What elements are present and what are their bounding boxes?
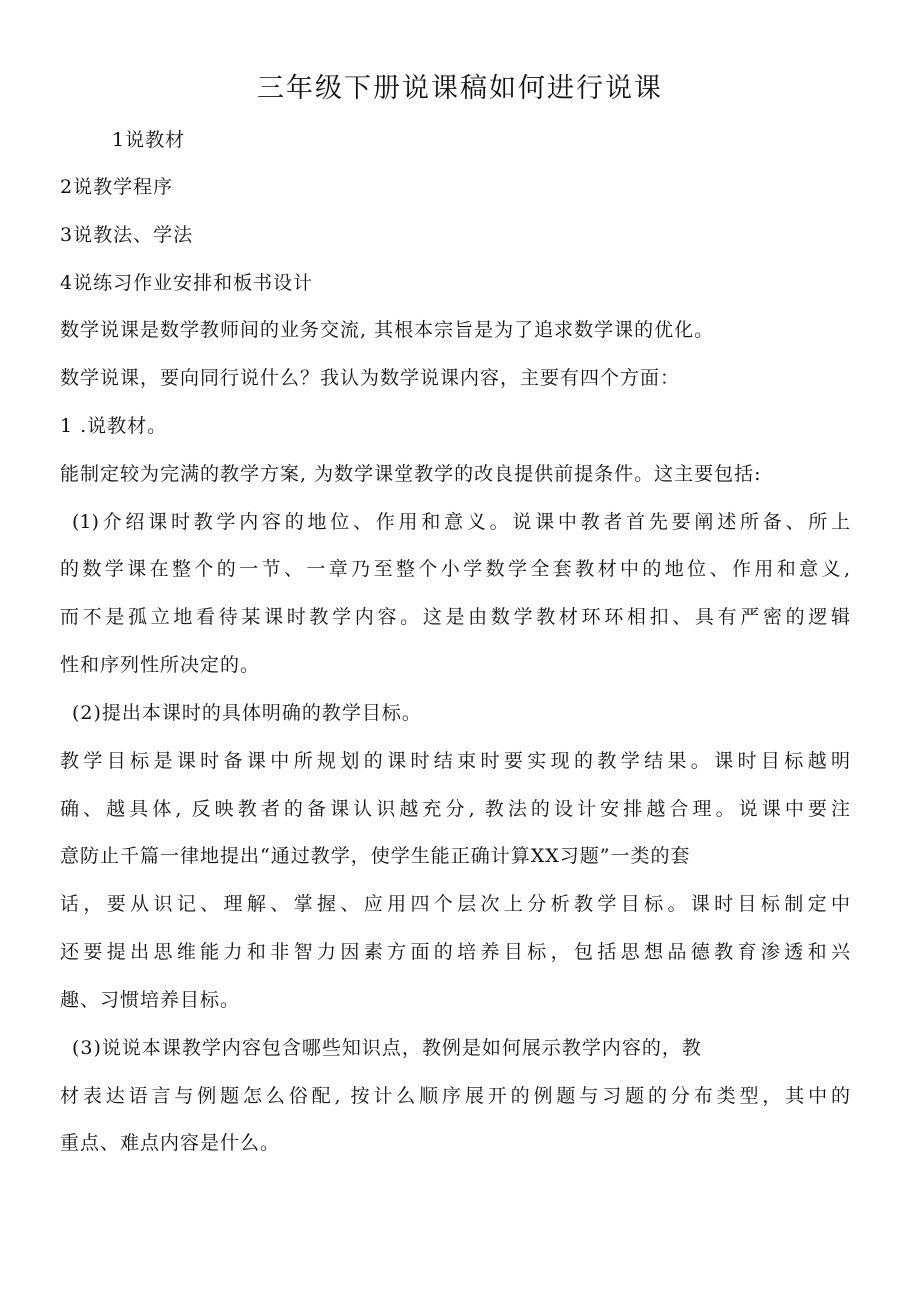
paragraph-line: 重点、难点内容是什么。 [60,1132,281,1154]
subsection-heading: (2)提出本课时的具体明确的教学目标。 [72,702,422,724]
toc-item: 1说教材 [112,129,186,151]
paragraph-line: 数学说课，要向同行说什么？我认为数学说课内容，主要有四个方面： [60,367,681,389]
page-title: 三年级下册说课稿如何进行说课 [257,73,663,104]
paragraph-line: 还要提出思维能力和非智力因素方面的培养目标，包括思想品德教育渗透和兴 [60,941,850,963]
paragraph-line: (1)介绍课时教学内容的地位、作用和意义。说课中教者首先要阐述所备、所上 [72,511,850,533]
toc-item: 4说练习作业安排和板书设计 [60,272,314,294]
paragraph-line: 数学说课是数学教师间的业务交流, 其根本宗旨是为了追求数学课的优化。 [60,319,715,341]
paragraph-line: 教学目标是课时备课中所规划的课时结束时要实现的教学结果。课时目标越明 [60,750,850,772]
paragraph-line: 能制定较为完满的教学方案, 为数学课堂教学的改良提供前提条件。这主要包括: [60,463,762,485]
section-heading: 1 .说教材。 [60,415,168,437]
paragraph-line: 而不是孤立地看待某课时教学内容。这是由数学教材环环相扣、具有严密的逻辑 [60,606,850,628]
toc-item: 2说教学程序 [60,176,174,198]
paragraph-line: 意防止千篇一律地提出“通过教学，使学生能正确计算XX习题”一类的套 [60,845,691,867]
paragraph-line: 话，要从识记、理解、掌握、应用四个层次上分析教学目标。课时目标制定中 [60,893,850,915]
paragraph-line: 趣、习惯培养目标。 [60,989,241,1011]
paragraph-line: 材表达语言与例题怎么俗配, 按计么顺序展开的例题与习题的分布类型，其中的 [60,1085,850,1107]
subsection-heading: (3)说说本课教学内容包含哪些知识点，教例是如何展示教学内容的，教 [72,1037,702,1059]
paragraph-line: 确、越具体, 反映教者的备课认识越充分, 教法的设计安排越合理。说课中要注 [60,798,850,820]
toc-item: 3说教法、学法 [60,224,194,246]
paragraph-line: 性和序列性所决定的。 [60,654,261,676]
paragraph-line: 的数学课在整个的一节、一章乃至整个小学数学全套教材中的地位、作用和意义, [60,558,850,580]
